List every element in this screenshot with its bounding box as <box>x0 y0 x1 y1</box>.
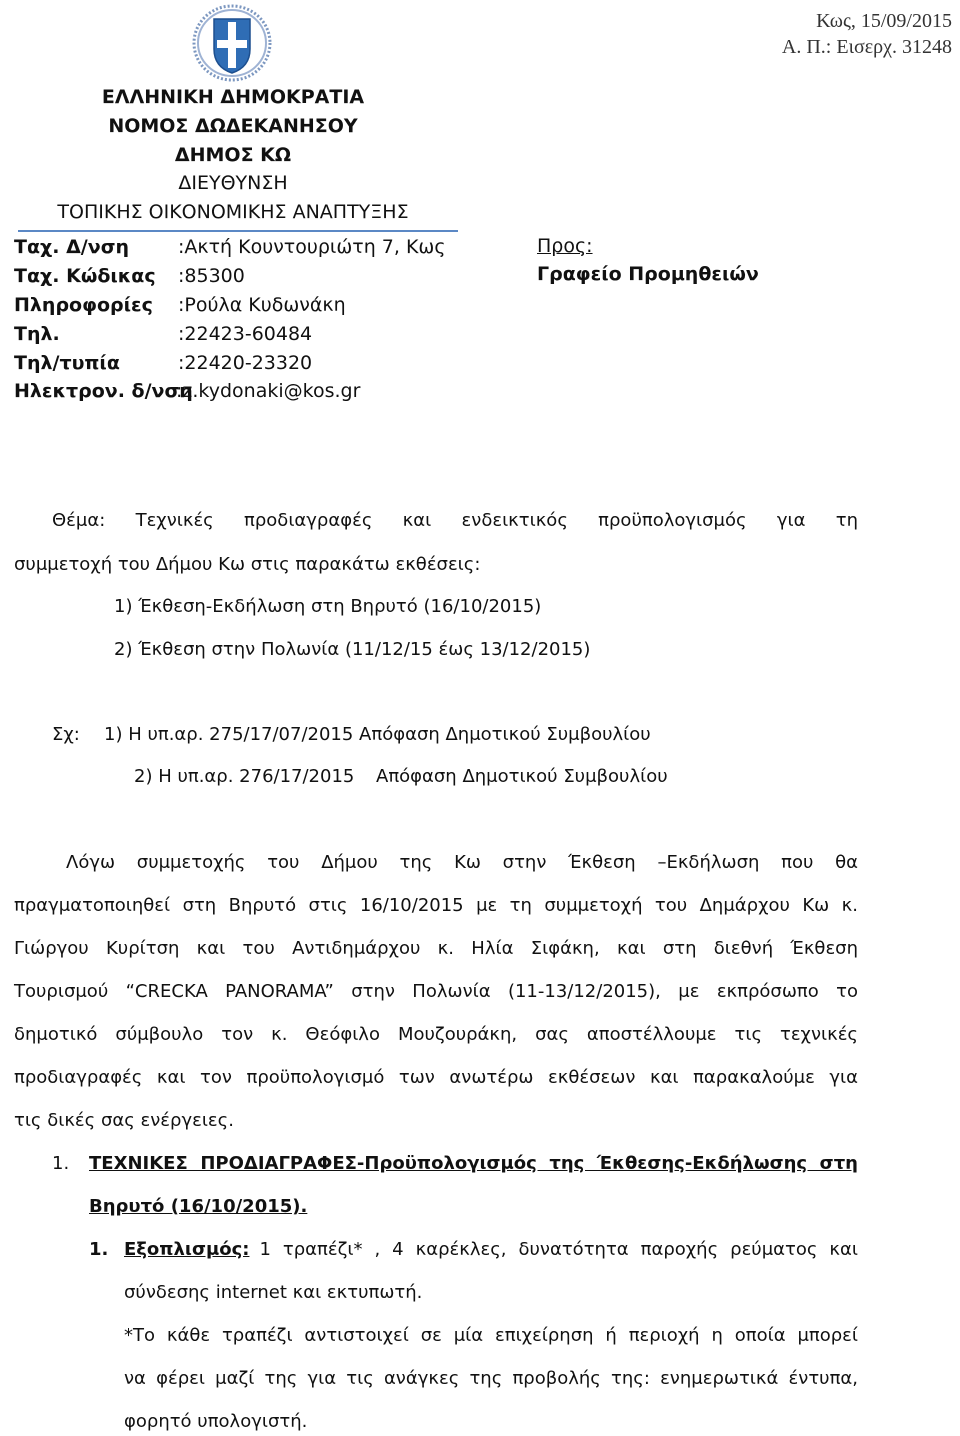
contact-label-info: Πληροφορίες <box>14 294 153 316</box>
contact-value-fax: :22420-23320 <box>178 352 313 374</box>
contact-label-email: Ηλεκτρον. δ/νση <box>14 380 193 402</box>
section-1-number: 1. <box>52 1153 70 1174</box>
contact-label-phone: Τηλ. <box>14 323 60 345</box>
contact-value-email: :z.kydonaki@kos.gr <box>176 380 361 402</box>
body-line-7: τις δικές σας ενέργειες. <box>14 1110 234 1131</box>
body-line-3: Γιώργου Κυρίτση και του Αντιδημάρχου κ. Ηλία Σιφάκη, και στη διεθνή Έκθεση <box>14 938 858 959</box>
note-line-2: να φέρει μαζί της για τις ανάγκες της προβολής της: ενημερωτικά έντυπα, <box>124 1368 858 1389</box>
protocol-number: Α. Π.: Εισερχ. 31248 <box>781 36 952 58</box>
contact-value-info: :Ρούλα Κυδωνάκη <box>178 294 346 316</box>
subject-item-1: 1) Έκθεση-Εκδήλωση στη Βηρυτό (16/10/2015) <box>114 596 542 617</box>
references-label: Σχ: <box>52 724 80 745</box>
header-line-department: ΤΟΠΙΚΗΣ ΟΙΚΟΝΟΜΙΚΗΣ ΑΝΑΠΤΥΞΗΣ <box>57 201 409 223</box>
note-line-3: φορητό υπολογιστή. <box>124 1411 308 1432</box>
body-line-4: Τουρισμού “CRECKA PANORAMA” στην Πολωνία (11-13/12/2015), με εκπρόσωπο το <box>14 981 858 1002</box>
subject-line-1: Θέμα: Τεχνικές προδιαγραφές και ενδεικτικός προϋπολογισμός για τη <box>52 510 858 531</box>
contact-value-address: :Ακτή Κουντουριώτη 7, Κως <box>178 236 446 258</box>
section-1-title-line-1: ΤΕΧΝΙΚΕΣ ΠΡΟΔΙΑΓΡΑΦΕΣ-Προϋπολογισμός της Έκθεσης-Εκδήλωσης στη <box>89 1153 858 1174</box>
recipient-name: Γραφείο Προμηθειών <box>537 263 759 285</box>
reference-item-1: 1) Η υπ.αρ. 275/17/07/2015 Απόφαση Δημοτικού Συμβουλίου <box>104 724 651 745</box>
equipment-description: 1 τραπέζι* , 4 καρέκλες, δυνατότητα παροχής ρεύματος και <box>259 1239 858 1260</box>
subsection-1-line-1 <box>124 1239 858 1260</box>
header-line-republic: ΕΛΛΗΝΙΚΗ ΔΗΜΟΚΡΑΤΙΑ <box>101 86 365 108</box>
equipment-label: Εξοπλισμός: <box>124 1239 250 1260</box>
greek-republic-emblem-icon <box>190 3 274 83</box>
header-divider <box>18 230 458 232</box>
section-1-title-line-2: Βηρυτό (16/10/2015). <box>89 1196 308 1217</box>
subject-line-2: συμμετοχή του Δήμου Κω στις παρακάτω εκθέσεις: <box>14 554 481 575</box>
header-line-prefecture: ΝΟΜΟΣ ΔΩΔΕΚΑΝΗΣΟΥ <box>108 115 358 137</box>
contact-label-fax: Τηλ/τυπία <box>14 352 120 374</box>
body-line-5: δημοτικό σύμβουλο τον κ. Θεόφιλο Μουζουράκη, σας αποστέλλουμε τις τεχνικές <box>14 1024 858 1045</box>
subsection-1-line-2: σύνδεσης internet και εκτυπωτή. <box>124 1282 423 1303</box>
subject-item-2: 2) Έκθεση στην Πολωνία (11/12/15 έως 13/12/2015) <box>114 639 591 660</box>
document-date: Κως, 15/09/2015 <box>816 10 952 32</box>
contact-value-phone: :22423-60484 <box>178 323 313 345</box>
reference-item-2: 2) Η υπ.αρ. 276/17/2015 <box>134 766 355 787</box>
body-line-1: Λόγω συμμετοχής του Δήμου της Κω στην Έκθεση –Εκδήλωση που θα <box>66 852 858 873</box>
body-line-2: πραγματοποιηθεί στη Βηρυτό στις 16/10/2015 με τη συμμετοχή του Δημάρχου Κω κ. <box>14 895 858 916</box>
note-line-1: *Το κάθε τραπέζι αντιστοιχεί σε μία επιχείρηση ή περιοχή η οποία μπορεί <box>124 1325 858 1346</box>
contact-label-address: Ταχ. Δ/νση <box>14 236 130 258</box>
contact-value-postcode: :85300 <box>178 265 245 287</box>
recipient-label: Προς: <box>537 235 593 257</box>
subsection-1-number: 1. <box>89 1239 109 1260</box>
contact-label-postcode: Ταχ. Κώδικας <box>14 265 156 287</box>
reference-item-2-decision: Απόφαση Δημοτικού Συμβουλίου <box>376 766 668 787</box>
header-line-municipality: ΔΗΜΟΣ ΚΩ <box>174 144 292 166</box>
body-line-6: προδιαγραφές και τον προϋπολογισμό των ανωτέρω εκθέσεων και παρακαλούμε για <box>14 1067 858 1088</box>
header-line-directorate: ΔΙΕΥΘΥΝΣΗ <box>178 172 288 194</box>
